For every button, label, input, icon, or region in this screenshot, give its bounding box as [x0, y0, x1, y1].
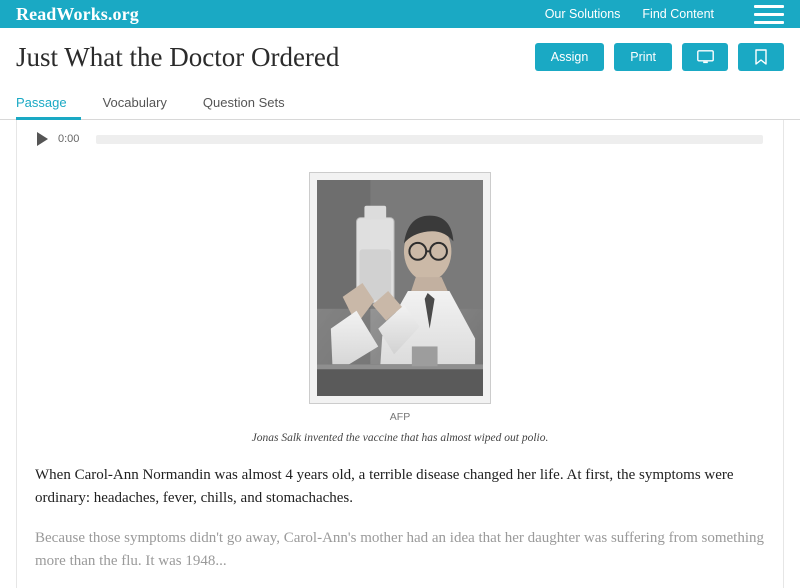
- bookmark-button[interactable]: [738, 43, 784, 71]
- page-title: Just What the Doctor Ordered: [16, 41, 340, 72]
- hamburger-line: [754, 13, 784, 16]
- primary-nav: [545, 3, 784, 25]
- tab-passage[interactable]: Passage: [16, 87, 81, 120]
- top-navigation-bar: [0, 0, 800, 28]
- passage-image: [317, 180, 483, 396]
- nav-item-our-solutions[interactable]: Our Solutions: [544, 7, 621, 21]
- audio-progress-track[interactable]: [96, 135, 763, 144]
- nav-item-find-content[interactable]: Find Content: [642, 7, 714, 21]
- passage-text: [31, 464, 769, 573]
- hamburger-line: [754, 5, 784, 8]
- audio-player: [31, 120, 769, 154]
- assign-button[interactable]: Assign: [535, 43, 605, 71]
- tab-question-sets[interactable]: Question Sets: [202, 94, 285, 110]
- tab-vocabulary[interactable]: Vocabulary: [102, 94, 167, 110]
- passage-content-area: [0, 120, 800, 588]
- content-tabs: [0, 86, 800, 120]
- audio-time-label: 0:00: [58, 133, 80, 145]
- hamburger-menu-icon[interactable]: [754, 3, 784, 25]
- bookmark-icon: [755, 49, 767, 65]
- print-button[interactable]: Print: [614, 43, 672, 71]
- passage-paragraph: Because those symptoms didn't go away, Carol-Ann's mother had an idea that her daughter was suffering from something more than the flu. It was 1948...: [35, 529, 764, 569]
- title-action-group: [535, 43, 784, 71]
- photo-frame: [309, 172, 491, 404]
- title-bar: [0, 28, 800, 86]
- site-logo[interactable]: ReadWorks.org: [16, 4, 139, 24]
- passage-figure: [31, 172, 769, 444]
- passage-paragraph: When Carol-Ann Normandin was almost 4 years old, a terrible disease changed her life. At first, the symptoms were ordinary: headaches, fever, chills, and stomachaches.: [35, 467, 734, 507]
- present-button[interactable]: [682, 43, 728, 71]
- image-caption: Jonas Salk invented the vaccine that has almost wiped out polio.: [251, 432, 549, 444]
- image-credit: AFP: [389, 411, 411, 423]
- passage-panel: [16, 120, 784, 588]
- hamburger-line: [754, 21, 784, 24]
- play-icon[interactable]: [37, 132, 48, 146]
- monitor-icon: [697, 50, 714, 64]
